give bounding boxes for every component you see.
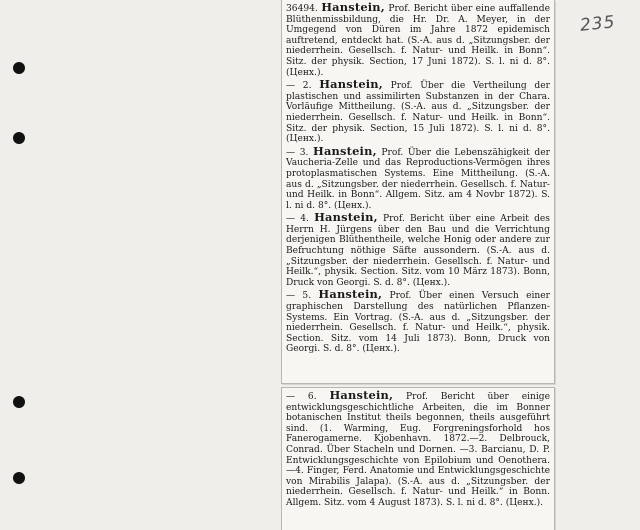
entry-number: — 6. [286,392,317,402]
entry-text: Prof. Über die Lebenszähigkeit der Vaucheria-Zelle und das Reproductions-Vermögen ihres protoplasmatischen Systems. Eine Mittheilung. (S.-A. aus d. „Sitzungsber. der niederrhein. Gesellsch. f. Natur- und Heilk. in Bonn“. Allgem. Sitz. am 4 Novbr 1872). S. l. ni d. 8°. (Ценх.). [286,147,550,211]
entry-number: — 4. [286,214,309,225]
entry-author: Hanstein, [318,287,383,302]
entry-number: — 3. [286,147,309,158]
entry-author: Hanstein, [329,388,394,402]
entry-author: Hanstein, [321,0,385,14]
entry-text: Prof. Bericht über eine auffallende Blüthenmissbildung, die Hr. Dr. A. Meyer, in der Umgegend von Düren im Jahre 1872 epidemisch auftretend, entdeckt hat. (S.-A. aus d. „Sitzungsber. der niederrhein. Gesellsch. f. Natur- und Heilk. in Bonn“. Sitz. der physik. Section, 17 Juni 1872). S. l. ni d. 8°. (Ценх.). [286,4,550,78]
entry-text: Prof. Bericht über eine Arbeit des Herrn H. Jürgens über den Bau und die Verrichtung derjenigen Blüthentheile, welche Honig oder andere zur Befruchtung nöthige Säfte aussondern. (S.-A. aus d. „Sitzungsber. der niederrhein. Gesellsch. f. Natur- und Heilk.“, physik. Section. Sitz. vom 10 März 1873). Bonn, Druck von Georgi. S. d. 8°. (Ценх.). [286,214,550,288]
catalog-entry [286,143,550,212]
catalog-entry [286,289,550,355]
punch-hole [13,472,25,484]
catalog-entry [286,2,550,78]
entry-author: Hanstein, [319,77,383,92]
entry-text: Prof. Über einen Versuch einer graphischen Darstellung des natürlichen Pflanzen-Systems. Ein Vortrag. (S.-A. aus d. „Sitzungsber. der niederrhein. Gesellsch. f. Natur- und Heilk.“, physik. Section. Sitz. vom 14 Juli 1873). Bonn, Druck von Georgi. S. d. 8°. (Ценх.). [286,291,550,355]
punch-hole [13,62,25,74]
entry-number: 36494. [286,4,318,14]
catalog-clipping-top [281,0,555,384]
catalog-entry [286,390,550,509]
entry-text: Prof. Über die Vertheilung der plastischen und assimilirten Substanzen in der Chara. Vorläufige Mittheilung. (S.-A. aus d. „Sitzungsber. der niederrhein. Gesellsch. f. Natur- und Heilk. in Bonn“. Sitz. der physik. Section, 15 Juli 1872). S. l. ni d. 8°. (Ценх.). [286,81,550,145]
catalog-entry [286,79,550,145]
entry-author: Hanstein, [314,210,378,225]
catalog-clipping-bottom [281,387,555,530]
handwritten-page-number: 235 [579,12,617,36]
catalog-entry [286,212,550,288]
punch-hole [13,132,25,144]
entry-number: — 5. [286,291,312,302]
punch-hole [13,396,25,408]
entry-text: Prof. Bericht über einige entwicklungsgeschichtliche Arbeiten, die im Bonner botanischen Institut theils begonnen, theils ausgeführt sind. (1. Warming, Eug. Forgreningsforhold hos Fanerogamerne. Kjobenhavn. 1872.—2. Delbrouck, Conrad. Über Stacheln und Dornen. —3. Barcianu, D. P. Entwicklungsgeschichte von Epilobium und Oenothera.—4. Finger, Ferd. Anatomie und Entwicklungsgeschichte von Mirabilis Jalapa). (S.-A. aus d. „Sitzungsber. der niederrhein. Gesellsch. f. Natur- und Heilk.“ in Bonn. Allgem. Sitz. vom 4 August 1873). S. l. ni d. 8°. (Ценх.). [286,392,550,508]
entry-author: Hanstein, [313,143,377,158]
entry-number: — 2. [286,81,312,92]
